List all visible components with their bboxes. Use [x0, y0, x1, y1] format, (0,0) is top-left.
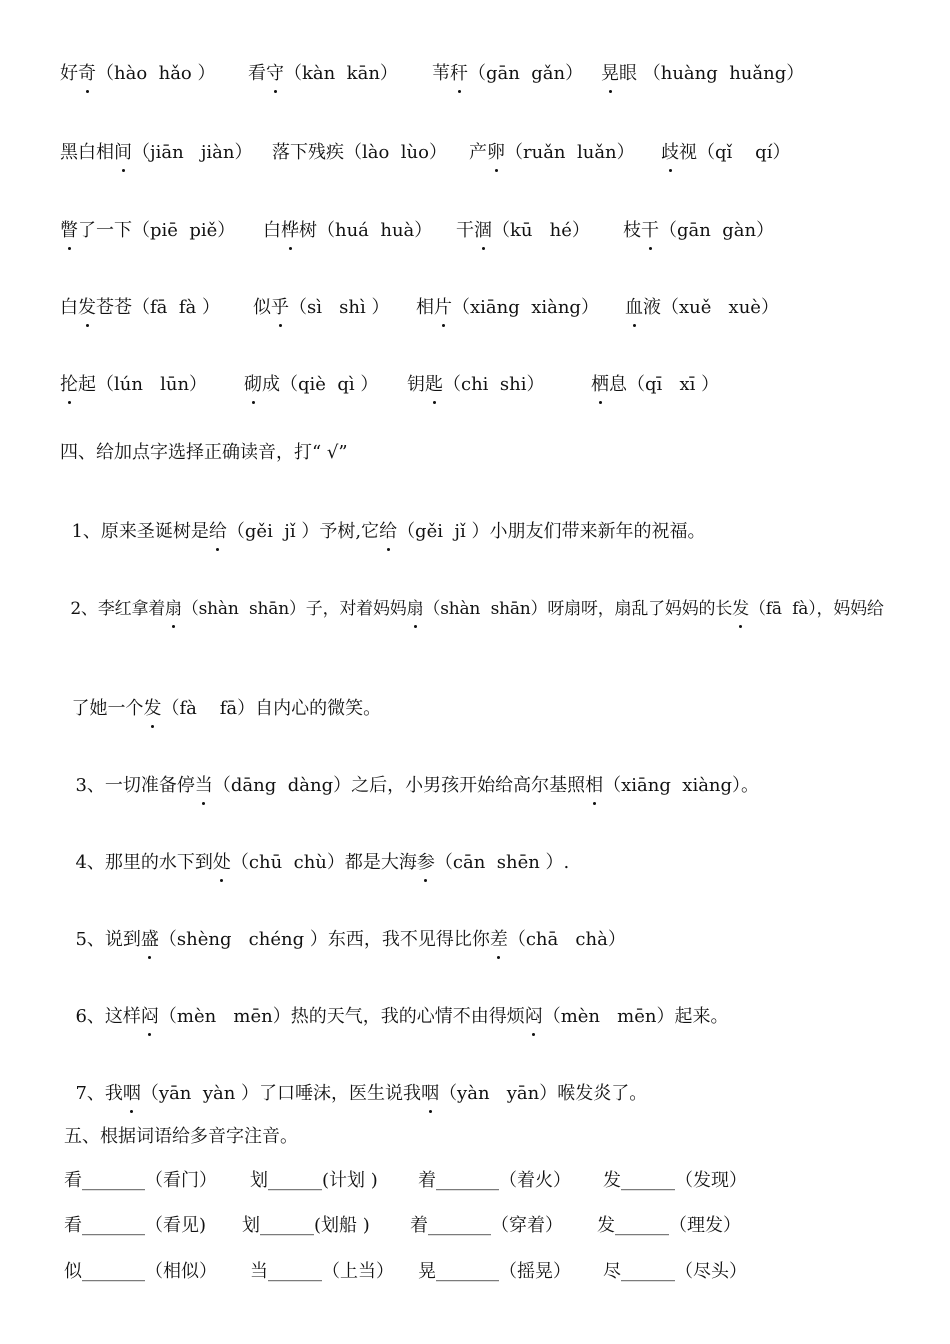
fill-in-blank[interactable]: 看_______（看见) — [64, 1215, 207, 1236]
fill-in-blank[interactable]: 发______（发现） — [603, 1170, 747, 1191]
fill-in-blank[interactable]: 尽______（尽头） — [603, 1261, 747, 1282]
question-5: 5、说到盛 （shèng chéng ）东西，我不见得比你差 （chā chà） — [64, 904, 626, 952]
dotted-char: 干 — [641, 219, 659, 243]
dotted-char: 闷 — [141, 1005, 159, 1029]
fill-in-blank[interactable]: 发______（理发） — [597, 1215, 741, 1236]
fill-in-blank[interactable]: 着_______（着火） — [418, 1170, 571, 1191]
dotted-char: 处 — [213, 851, 231, 875]
dotted-char: 乎 — [271, 296, 289, 320]
word-choice: 似乎 （sì shì ） — [253, 296, 389, 320]
fill-in-blank[interactable]: 当______（上当） — [250, 1261, 394, 1282]
word-choice: 钥匙 （chi shi） — [407, 373, 544, 397]
fill-in-blank[interactable]: 划______(划船 ) — [242, 1215, 370, 1236]
word-choice: 白桦 树（huá huà） — [263, 219, 432, 243]
dotted-char: 咽 — [123, 1082, 141, 1106]
word-choice: 相片 （xiāng xiàng） — [416, 296, 599, 320]
dotted-char: 晃 — [601, 62, 619, 86]
word-choice: 产卵 （ruǎn luǎn） — [469, 141, 635, 165]
word-choice: 落下残疾（lào lùo） — [272, 142, 447, 163]
dotted-char: 血 — [625, 296, 643, 320]
dotted-char: 守 — [266, 62, 284, 86]
dotted-char: 发 — [732, 597, 749, 621]
word-choice: 黑白相间 （jiān jiàn） — [60, 141, 253, 165]
word-choice: 瞥 了一下（piē piě） — [60, 219, 235, 243]
word-choice: 抡 起（lún lūn） — [60, 373, 207, 397]
dotted-char: 给 — [209, 520, 227, 544]
word-choice: 歧 视（qǐ qí） — [661, 141, 790, 165]
dotted-char: 盛 — [141, 928, 159, 952]
dotted-char: 间 — [114, 141, 132, 165]
question-4: 4、那里的水下到处 （chū chù）都是大海参 （cān shēn ）. — [64, 827, 569, 875]
question-3: 3、一切准备停当 （dāng dàng）之后，小男孩开始给高尔基照相 （xiāng xiàng）。 — [64, 750, 759, 798]
word-choice: 看守 （kàn kān） — [248, 62, 398, 86]
dotted-char: 涸 — [474, 219, 492, 243]
question-6: 6、这样闷 （mèn mēn）热的天气，我的心情不由得烦闷 （mèn mēn）起来。 — [64, 981, 729, 1029]
fill-in-blank[interactable]: 似_______（相似） — [64, 1261, 217, 1282]
question-2-line-2: 了她一个发 （fà fā）自内心的微笑。 — [60, 673, 381, 721]
dotted-char: 桦 — [281, 219, 299, 243]
dotted-char: 秆 — [450, 62, 468, 86]
word-choice: 枝干 （gān gàn） — [623, 219, 774, 243]
dotted-char: 瞥 — [60, 219, 78, 243]
dotted-char: 给 — [379, 520, 397, 544]
fill-in-blank[interactable]: 看_______（看门） — [64, 1170, 217, 1191]
word-choice: 苇秆 （gān gǎn） — [432, 62, 583, 86]
fill-in-blank[interactable]: 划______(计划 ) — [250, 1170, 378, 1191]
section5-heading: 五、根据词语给多音字注音。 — [64, 1126, 298, 1147]
dotted-char: 抡 — [60, 373, 78, 397]
dotted-char: 相 — [585, 774, 603, 798]
question-2-line-1: 2、李红拿着扇 （shàn shān）子，对着妈妈扇 （shàn shān）呀扇呀，扇乱了妈妈的长发 （fā fà），妈妈给 — [60, 573, 884, 621]
dotted-char: 参 — [417, 851, 435, 875]
dotted-char: 栖 — [591, 373, 609, 397]
dotted-char: 歧 — [661, 141, 679, 165]
dotted-char: 卵 — [487, 141, 505, 165]
question-7: 7、我咽 （yān yàn ）了口唾沫，医生说我咽 （yàn yān）喉发炎了。 — [64, 1058, 647, 1106]
dotted-char: 当 — [195, 774, 213, 798]
dotted-char: 闷 — [525, 1005, 543, 1029]
dotted-char: 匙 — [425, 373, 443, 397]
dotted-char: 奇 — [78, 62, 96, 86]
word-choice: 血 液（xuě xuè） — [625, 296, 779, 320]
dotted-char: 片 — [434, 296, 452, 320]
question-1: 1、原来圣诞树是给 （gěi jǐ ）予树,它给 （gěi jǐ ）小朋友们带来新年的祝福。 — [60, 496, 706, 544]
word-choice: 好奇 （hào hǎo ） — [60, 62, 216, 86]
dotted-char: 砌 — [244, 373, 262, 397]
fill-in-blank[interactable]: 着_______（穿着） — [410, 1215, 563, 1236]
dotted-char: 发 — [143, 697, 161, 721]
section4-heading: 四、给加点字选择正确读音，打“ √” — [60, 442, 348, 463]
word-choice: 白发 苍苍（fā fà ） — [60, 296, 220, 320]
word-choice: 晃 眼 （huàng huǎng） — [601, 62, 804, 86]
dotted-char: 扇 — [165, 597, 182, 621]
dotted-char: 发 — [78, 296, 96, 320]
word-choice: 砌 成（qiè qì ） — [244, 373, 378, 397]
dotted-char: 扇 — [407, 597, 424, 621]
word-choice: 干涸 （kū hé） — [456, 219, 590, 243]
dotted-char: 差 — [490, 928, 508, 952]
dotted-char: 咽 — [421, 1082, 439, 1106]
word-choice: 栖 息（qī xī ） — [591, 373, 719, 397]
fill-in-blank[interactable]: 晃_______（摇晃） — [418, 1261, 571, 1282]
